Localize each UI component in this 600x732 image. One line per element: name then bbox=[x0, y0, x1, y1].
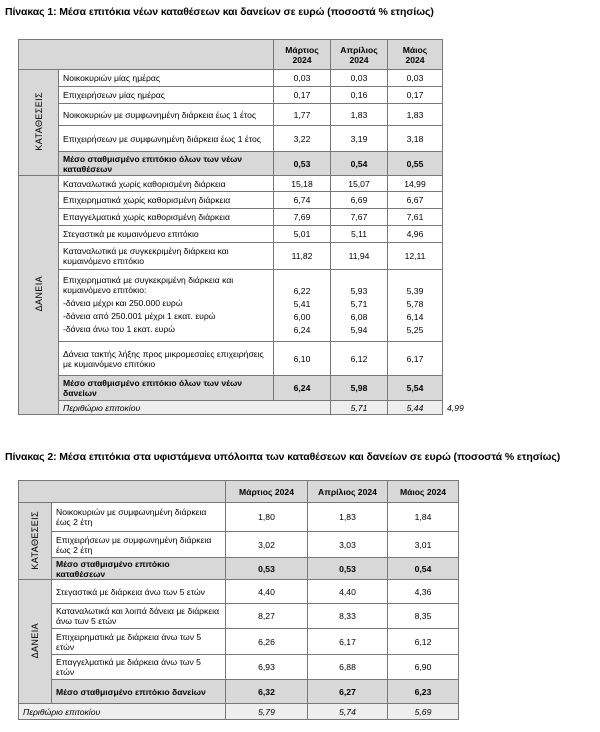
cell-april: 5,93 5,71 6,08 5,94 bbox=[331, 270, 388, 342]
cell-may: 0,54 bbox=[388, 558, 459, 580]
cell-april: 5,44 bbox=[388, 401, 443, 415]
cell-april: 6,88 bbox=[308, 655, 388, 680]
row-label: Επιχειρηματικά χωρίς καθορισμένη διάρκεια bbox=[59, 192, 274, 209]
row-label: Καταναλωτικά και λοιπά δάνεια με διάρκεια άνω των 5 ετών bbox=[52, 604, 226, 629]
row-label: Επαγγελματικά με διάρκεια άνω των 5 ετών bbox=[52, 655, 226, 680]
cell-may: 8,35 bbox=[388, 604, 459, 629]
cell-april: 6,12 bbox=[331, 342, 388, 376]
cell-march: 0,17 bbox=[274, 87, 331, 104]
table-row bbox=[19, 126, 443, 152]
cell-may: 4,36 bbox=[388, 580, 459, 604]
row-label: Μέσο σταθμισμένο επιτόκιο δανείων bbox=[52, 680, 226, 704]
cell-april: 6,27 bbox=[308, 680, 388, 704]
row-label: Περιθώριο επιτοκίου bbox=[59, 401, 331, 415]
table1-header-corner bbox=[19, 40, 274, 70]
table-row bbox=[19, 70, 443, 87]
cell-april: 0,03 bbox=[331, 70, 388, 87]
cell-march: 11,82 bbox=[274, 243, 331, 270]
cell-march: 3,02 bbox=[226, 532, 308, 558]
table-row bbox=[19, 655, 459, 680]
cell-april: 0,53 bbox=[308, 558, 388, 580]
table2-loans-avg-row bbox=[19, 680, 459, 704]
cell-march: 4,40 bbox=[226, 580, 308, 604]
row-label: Επιχειρήσεων με συμφωνημένη διάρκεια έως 2 έτη bbox=[52, 532, 226, 558]
cell-april: 6,69 bbox=[331, 192, 388, 209]
cell-april: 15,07 bbox=[331, 176, 388, 192]
row-label: Δάνεια τακτής λήξης προς μικρομεσαίες επιχειρήσεις με κυμαινόμενο επιτόκιο bbox=[59, 342, 274, 376]
cell-may: 4,96 bbox=[388, 226, 443, 243]
table2-header-row bbox=[19, 481, 459, 503]
cell-april: 5,11 bbox=[331, 226, 388, 243]
row-label: Καταναλωτικά με συγκεκριμένη διάρκεια και κυμαινόμενο επιτόκιο bbox=[59, 243, 274, 270]
cell-march: 6,26 bbox=[226, 629, 308, 655]
table-row bbox=[19, 209, 443, 226]
table-row bbox=[19, 629, 459, 655]
row-label: Στεγαστικά με κυμαινόμενο επιτόκιο bbox=[59, 226, 274, 243]
row-label: Νοικοκυριών μίας ημέρας bbox=[59, 70, 274, 87]
cell-may: 6,67 bbox=[388, 192, 443, 209]
cell-april: 1,83 bbox=[331, 104, 388, 126]
table2-deposits-side-label: ΚΑΤΑΘΕΣΕΙΣ bbox=[19, 503, 52, 580]
table2 bbox=[18, 480, 459, 720]
table1-loans-side-label: ΔΑΝΕΙΑ bbox=[19, 176, 59, 415]
table2-col-may: Μάιος 2024 bbox=[388, 481, 459, 503]
cell-may: 6,17 bbox=[388, 342, 443, 376]
cell-april: 3,03 bbox=[308, 532, 388, 558]
cell-may: 6,12 bbox=[388, 629, 459, 655]
cell-march: 0,53 bbox=[226, 558, 308, 580]
cell-march: 0,03 bbox=[274, 70, 331, 87]
cell-may: 12,11 bbox=[388, 243, 443, 270]
table-row bbox=[19, 87, 443, 104]
table-row bbox=[19, 342, 443, 376]
cell-may: 0,03 bbox=[388, 70, 443, 87]
row-label: Στεγαστικά με διάρκεια άνω των 5 ετών bbox=[52, 580, 226, 604]
row-label: Επιχειρηματικά με συγκεκριμένη διάρκεια και κυμαινόμενο επιτόκιο: -δάνεια μέχρι και 250.000 ευρώ -δάνεια από 250.001 μέχρι 1 εκατ. ευρώ -δάνεια άνω του 1 εκατ. ευρώ bbox=[59, 270, 274, 342]
cell-may: 1,83 bbox=[388, 104, 443, 126]
cell-april: 7,67 bbox=[331, 209, 388, 226]
cell-may: 5,69 bbox=[388, 704, 459, 720]
table-row bbox=[19, 532, 459, 558]
cell-march: 6,24 bbox=[274, 376, 331, 401]
row-label: Μέσο σταθμισμένο επιτόκιο όλων των νέων καταθέσεων bbox=[59, 152, 274, 176]
row-label: Επιχειρηματικά με διάρκεια άνω των 5 ετών bbox=[52, 629, 226, 655]
table2-title: Πίνακας 2: Μέσα επιτόκια στα υφιστάμενα υπόλοιπα των καταθέσεων και δανείων σε ευρώ (ποσοστά % ετησίως) bbox=[5, 451, 561, 463]
cell-may: 6,90 bbox=[388, 655, 459, 680]
cell-april: 5,98 bbox=[331, 376, 388, 401]
row-label: Επαγγελματικά χωρίς καθορισμένη διάρκεια bbox=[59, 209, 274, 226]
row-label: Επιχειρήσεων με συμφωνημένη διάρκεια έως 1 έτος bbox=[59, 126, 274, 152]
cell-may: 14,99 bbox=[388, 176, 443, 192]
table-row bbox=[19, 503, 459, 532]
row-label: Περιθώριο επιτοκίου bbox=[19, 704, 226, 720]
cell-may: 1,84 bbox=[388, 503, 459, 532]
cell-april: 8,33 bbox=[308, 604, 388, 629]
row-label: Μέσο σταθμισμένο επιτόκιο όλων των νέων δανείων bbox=[59, 376, 274, 401]
table-row bbox=[19, 104, 443, 126]
row-label: Νοικοκυριών με συμφωνημένη διάρκεια έως 2 έτη bbox=[52, 503, 226, 532]
table1-loans-avg-row bbox=[19, 376, 443, 401]
row-label: Νοικοκυριών με συμφωνημένη διάρκεια έως 1 έτος bbox=[59, 104, 274, 126]
cell-march: 5,01 bbox=[274, 226, 331, 243]
cell-april: 4,40 bbox=[308, 580, 388, 604]
cell-march: 6,74 bbox=[274, 192, 331, 209]
cell-march: 7,69 bbox=[274, 209, 331, 226]
table-row bbox=[19, 192, 443, 209]
table1 bbox=[18, 39, 464, 415]
cell-april: 3,19 bbox=[331, 126, 388, 152]
cell-march: 6,10 bbox=[274, 342, 331, 376]
table1-col-may: Μάιος 2024 bbox=[388, 40, 443, 70]
cell-march: 6,22 5,41 6,00 6,24 bbox=[274, 270, 331, 342]
cell-may: 3,01 bbox=[388, 532, 459, 558]
cell-may: 0,17 bbox=[388, 87, 443, 104]
table-row bbox=[19, 176, 443, 192]
table1-title: Πίνακας 1: Μέσα επιτόκια νέων καταθέσεων και δανείων σε ευρώ (ποσοστά % ετησίως) bbox=[5, 6, 434, 18]
table2-header-corner bbox=[19, 481, 226, 503]
cell-march: 1,80 bbox=[226, 503, 308, 532]
cell-may: 5,54 bbox=[388, 376, 443, 401]
cell-march: 1,77 bbox=[274, 104, 331, 126]
cell-march: 5,71 bbox=[331, 401, 388, 415]
cell-april: 11,94 bbox=[331, 243, 388, 270]
table2-col-april: Απρίλιος 2024 bbox=[308, 481, 388, 503]
cell-april: 6,17 bbox=[308, 629, 388, 655]
table1-col-april: Απρίλιος 2024 bbox=[331, 40, 388, 70]
table1-col-march: Μάρτιος 2024 bbox=[274, 40, 331, 70]
table-row bbox=[19, 604, 459, 629]
cell-march: 6,32 bbox=[226, 680, 308, 704]
table1-deposits-avg-row bbox=[19, 152, 443, 176]
cell-may: 6,23 bbox=[388, 680, 459, 704]
cell-march: 6,93 bbox=[226, 655, 308, 680]
row-label: Επιχειρήσεων μίας ημέρας bbox=[59, 87, 274, 104]
table2-col-march: Μάρτιος 2024 bbox=[226, 481, 308, 503]
table1-business-loans-row bbox=[19, 270, 443, 342]
cell-march: 3,22 bbox=[274, 126, 331, 152]
table-row bbox=[19, 226, 443, 243]
table1-header-row bbox=[19, 40, 443, 70]
cell-march: 8,27 bbox=[226, 604, 308, 629]
cell-may: 5,39 5,78 6,14 5,25 bbox=[388, 270, 443, 342]
table-row bbox=[19, 580, 459, 604]
table-row bbox=[19, 243, 443, 270]
row-label: Μέσο σταθμισμένο επιτόκιο καταθέσεων bbox=[52, 558, 226, 580]
cell-april: 1,83 bbox=[308, 503, 388, 532]
table2-margin-row bbox=[19, 704, 459, 720]
table2-deposits-avg-row bbox=[19, 558, 459, 580]
cell-april: 0,16 bbox=[331, 87, 388, 104]
table1-deposits-side-label: ΚΑΤΑΘΕΣΕΙΣ bbox=[19, 70, 59, 176]
table1-margin-row: Περιθώριο επιτοκίου 5,71 5,44 4,99 bbox=[19, 401, 443, 415]
cell-march: 15,18 bbox=[274, 176, 331, 192]
cell-may: 0,55 bbox=[388, 152, 443, 176]
cell-may: 7,61 bbox=[388, 209, 443, 226]
cell-march: 0,53 bbox=[274, 152, 331, 176]
cell-april: 0,54 bbox=[331, 152, 388, 176]
row-label: Καταναλωτικά χωρίς καθορισμένη διάρκεια bbox=[59, 176, 274, 192]
cell-march: 5,79 bbox=[226, 704, 308, 720]
table2-loans-side-label: ΔΑΝΕΙΑ bbox=[19, 580, 52, 704]
cell-april: 5,74 bbox=[308, 704, 388, 720]
cell-may: 3,18 bbox=[388, 126, 443, 152]
